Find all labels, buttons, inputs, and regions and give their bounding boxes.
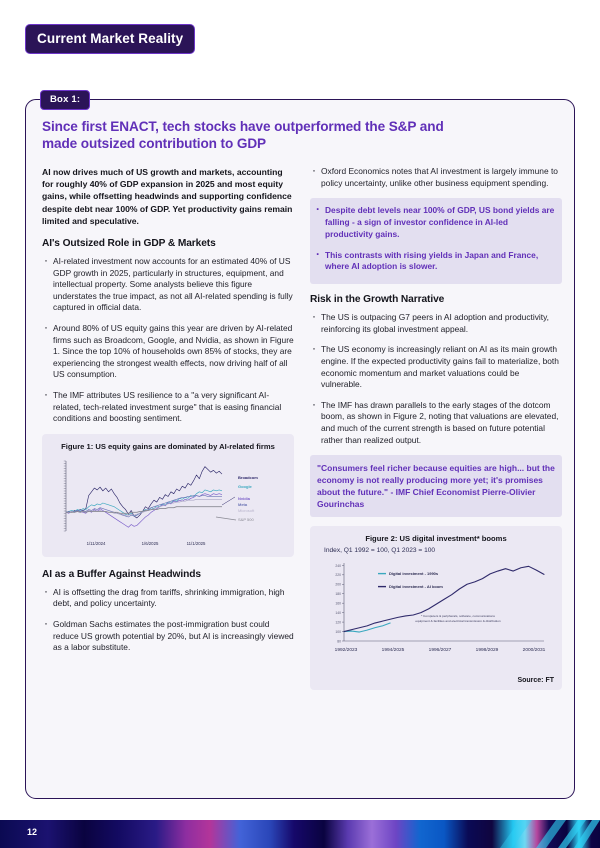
svg-text:140: 140 xyxy=(335,611,341,616)
svg-text:Google: Google xyxy=(238,483,252,489)
bullet-list-risk xyxy=(310,312,562,446)
svg-text:Microsoft: Microsoft xyxy=(238,507,255,513)
bullet-list-oxford xyxy=(310,166,562,189)
svg-text:Broadcom: Broadcom xyxy=(238,474,258,480)
list-item: · This contrasts with rising yields in Japan and France, where AI adoption is slower. xyxy=(314,250,556,274)
left-column xyxy=(42,166,294,786)
figure-2-plot xyxy=(318,555,554,675)
bullet-list-highlight xyxy=(314,205,556,273)
two-column-layout xyxy=(42,166,562,786)
svg-text:160: 160 xyxy=(335,601,341,606)
figure-2-subtitle: Index, Q1 1992 = 100, Q1 2023 = 100 xyxy=(324,547,436,555)
svg-text:Digital investment - 1990s: Digital investment - 1990s xyxy=(389,571,439,577)
highlighted-bullets xyxy=(310,198,562,284)
list-item: · The US economy is increasingly reliant on AI as its main growth engine. If the expected productivity gains fail to materialize, both economic momentum and market valuations could be vulnerable. xyxy=(310,344,562,390)
page-header-chip: Current Market Reality xyxy=(25,24,195,54)
svg-text:80: 80 xyxy=(337,639,341,644)
svg-text:1/6/2025: 1/6/2025 xyxy=(141,540,159,546)
svg-text:Meta: Meta xyxy=(238,501,248,507)
svg-text:1994/2025: 1994/2025 xyxy=(381,648,405,654)
lead-paragraph: AI now drives much of US growth and markets, accounting for roughly 40% of GDP expansion in 2025 and most equity gains, while offsetting headwinds and supporting confidence despite debt near 100% of GDP. Yet productivity gains remain limited and speculative. xyxy=(42,167,293,226)
svg-text:200: 200 xyxy=(335,582,341,587)
svg-text:11/1/2025: 11/1/2025 xyxy=(186,540,206,546)
figure-1-plot xyxy=(50,455,286,551)
list-item: · Around 80% of US equity gains this year are driven by AI-related firms such as Broadcom, Google, and Nvidia, as shown in Figure 1. Since the top 10% of households own 85% of stocks, they are experiencing the strongest wealth effects, now driving half of all US consumption. xyxy=(42,323,294,381)
svg-text:Nvidia: Nvidia xyxy=(238,495,251,501)
svg-text:120: 120 xyxy=(335,620,341,625)
content-box xyxy=(25,94,575,799)
svg-text:* Computers & peripherals, sof: * Computers & peripherals, software, communications xyxy=(421,614,495,619)
svg-text:180: 180 xyxy=(335,592,341,597)
box-label: Box 1: xyxy=(40,90,90,110)
pull-quote: "Consumers feel richer because equities are high... but the economy is not really producing more yet; it's promises about the future." - IMF Chief Economist Pierre-Olivier Gourinchas xyxy=(310,455,562,517)
list-item: · The US is outpacing G7 peers in AI adoption and productivity, reinforcing its global investment appeal. xyxy=(310,312,562,335)
list-item: · AI is offsetting the drag from tariffs, shrinking immigration, high debt, and policy uncertainty. xyxy=(42,587,294,610)
list-item: · The IMF attributes US resilience to a "a very significant AI-related, tech-related investment surge" that is easing financial conditions and boosting sentiment. xyxy=(42,390,294,425)
figure-1 xyxy=(42,434,294,557)
list-item: · The IMF has drawn parallels to the early stages of the dotcom boom, as shown in Figure 2, noting that valuations are elevated, and much of the current strength is based on future potential rather than realized output. xyxy=(310,400,562,446)
svg-text:1998/2029: 1998/2029 xyxy=(475,648,499,654)
box-title: Since first ENACT, tech stocks have outperformed the S&P and made outsized contribution to GDP xyxy=(42,119,444,151)
svg-text:1/11/2024: 1/11/2024 xyxy=(86,540,106,546)
bullet-list-buffer xyxy=(42,587,294,654)
footer-stripes xyxy=(0,820,600,848)
svg-text:Digital investment - AI boom: Digital investment - AI boom xyxy=(389,584,443,590)
svg-text:240: 240 xyxy=(335,563,341,568)
svg-text:100: 100 xyxy=(335,630,341,635)
list-item: · Oxford Economics notes that AI investment is largely immune to policy uncertainty, unlike other business equipment spending. xyxy=(310,166,562,189)
svg-text:1992/2023: 1992/2023 xyxy=(334,648,358,654)
page-number: 12 xyxy=(27,827,38,837)
figure-2-source: Source: FT xyxy=(517,677,554,685)
section-heading-buffer: AI as a Buffer Against Headwinds xyxy=(42,568,201,580)
svg-text:equipment & facilities and ele: equipment & facilities and electrical transmission & distribution xyxy=(415,619,501,624)
svg-text:2000/2031: 2000/2031 xyxy=(522,648,546,654)
section-heading-risk: Risk in the Growth Narrative xyxy=(310,294,445,306)
right-column xyxy=(310,166,562,786)
list-item: · Despite debt levels near 100% of GDP, US bond yields are falling - a sign of investor confidence in AI-led productivity gains. xyxy=(314,205,556,240)
figure-2-title: Figure 2: US digital investment* booms xyxy=(365,534,507,544)
list-item: · AI-related investment now accounts for an estimated 40% of US GDP growth in 2025, particularly in structures, equipment, and intellectual property. Some analysts believe this figure understates the true impact, as not all AI-related spending is fully captured in official data. xyxy=(42,256,294,314)
svg-text:S&P 500: S&P 500 xyxy=(238,516,254,522)
bullet-list-ai-role xyxy=(42,256,294,425)
svg-text:220: 220 xyxy=(335,573,341,578)
svg-text:1996/2027: 1996/2027 xyxy=(428,648,452,654)
figure-1-title: Figure 1: US equity gains are dominated by AI-related firms xyxy=(61,441,275,451)
list-item: · Goldman Sachs estimates the post-immigration bust could reduce US growth potential by 20%, but AI is increasingly viewed as a labor substitute. xyxy=(42,619,294,654)
section-heading-ai-role: AI's Outsized Role in GDP & Markets xyxy=(42,238,216,250)
page-footer xyxy=(0,820,600,848)
figure-2 xyxy=(310,526,562,690)
